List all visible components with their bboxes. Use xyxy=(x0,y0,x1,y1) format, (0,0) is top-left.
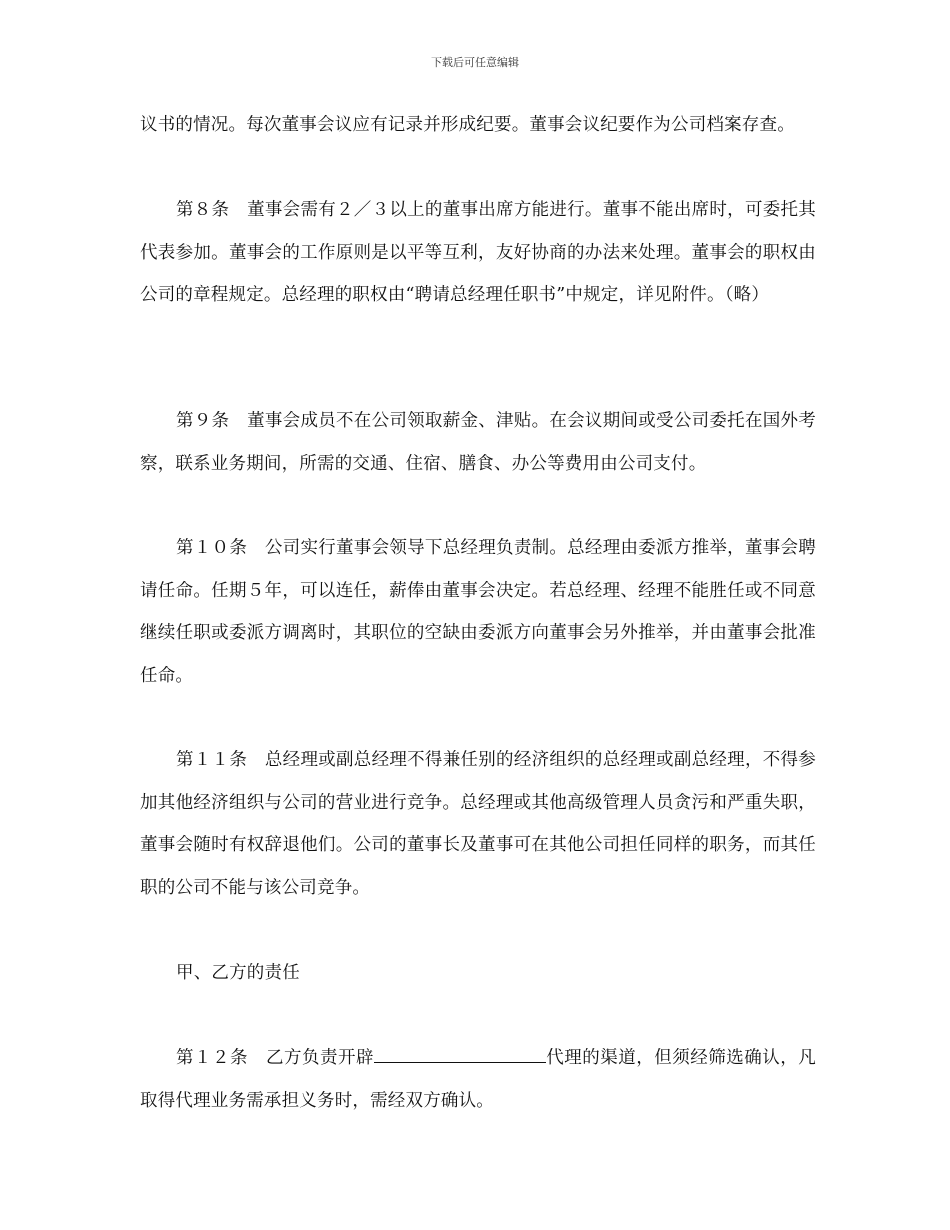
paragraph-continuation: 议书的情况。每次董事会议应有记录并形成纪要。董事会议纪要作为公司档案存查。 xyxy=(140,115,795,135)
paragraph-article-9: 第９条 董事会成员不在公司领取薪金、津贴。在会议期间或受公司委托在国外考察，联系业务期间，所需的交通、住宿、膳食、办公等费用由公司支付。 xyxy=(140,411,816,474)
paragraph-article-12 xyxy=(140,1037,816,1122)
paragraph-article-8: 第８条 董事会需有２／３以上的董事出席方能进行。董事不能出席时，可委托其代表参加。董事会的工作原则是以平等互利，友好协商的办法来处理。董事会的职权由公司的章程规定。总经理的职权由“聘请总经理任职书”中规定，详见附件。（略） xyxy=(140,200,816,305)
fill-in-blank-line xyxy=(374,1040,546,1063)
article-12-text-before: 第１２条 乙方负责开辟 xyxy=(176,1048,374,1068)
paragraph-article-10: 第１０条 公司实行董事会领导下总经理负责制。总经理由委派方推举，董事会聘请任命。任期５年，可以连任，薪俸由董事会决定。若总经理、经理不能胜任或不同意继续任职或委派方调离时，其职位的空缺由委派方向董事会另外推举，并由董事会批准任命。 xyxy=(140,538,816,686)
article-12-text-after: 代理的渠道，但须经筛选确认，凡取得代理业务需承担义务时，需经双方确认。 xyxy=(140,1048,816,1111)
page-header: 下载后可任意编辑 xyxy=(431,56,519,69)
section-heading-responsibilities: 甲、乙方的责任 xyxy=(176,963,300,983)
paragraph-article-11: 第１１条 总经理或副总经理不得兼任别的经济组织的总经理或副总经理，不得参加其他经济组织与公司的营业进行竞争。总经理或其他高级管理人员贪污和严重失职，董事会随时有权辞退他们。公司的董事长及董事可在其他公司担任同样的职务，而其任职的公司不能与该公司竞争。 xyxy=(140,750,816,898)
